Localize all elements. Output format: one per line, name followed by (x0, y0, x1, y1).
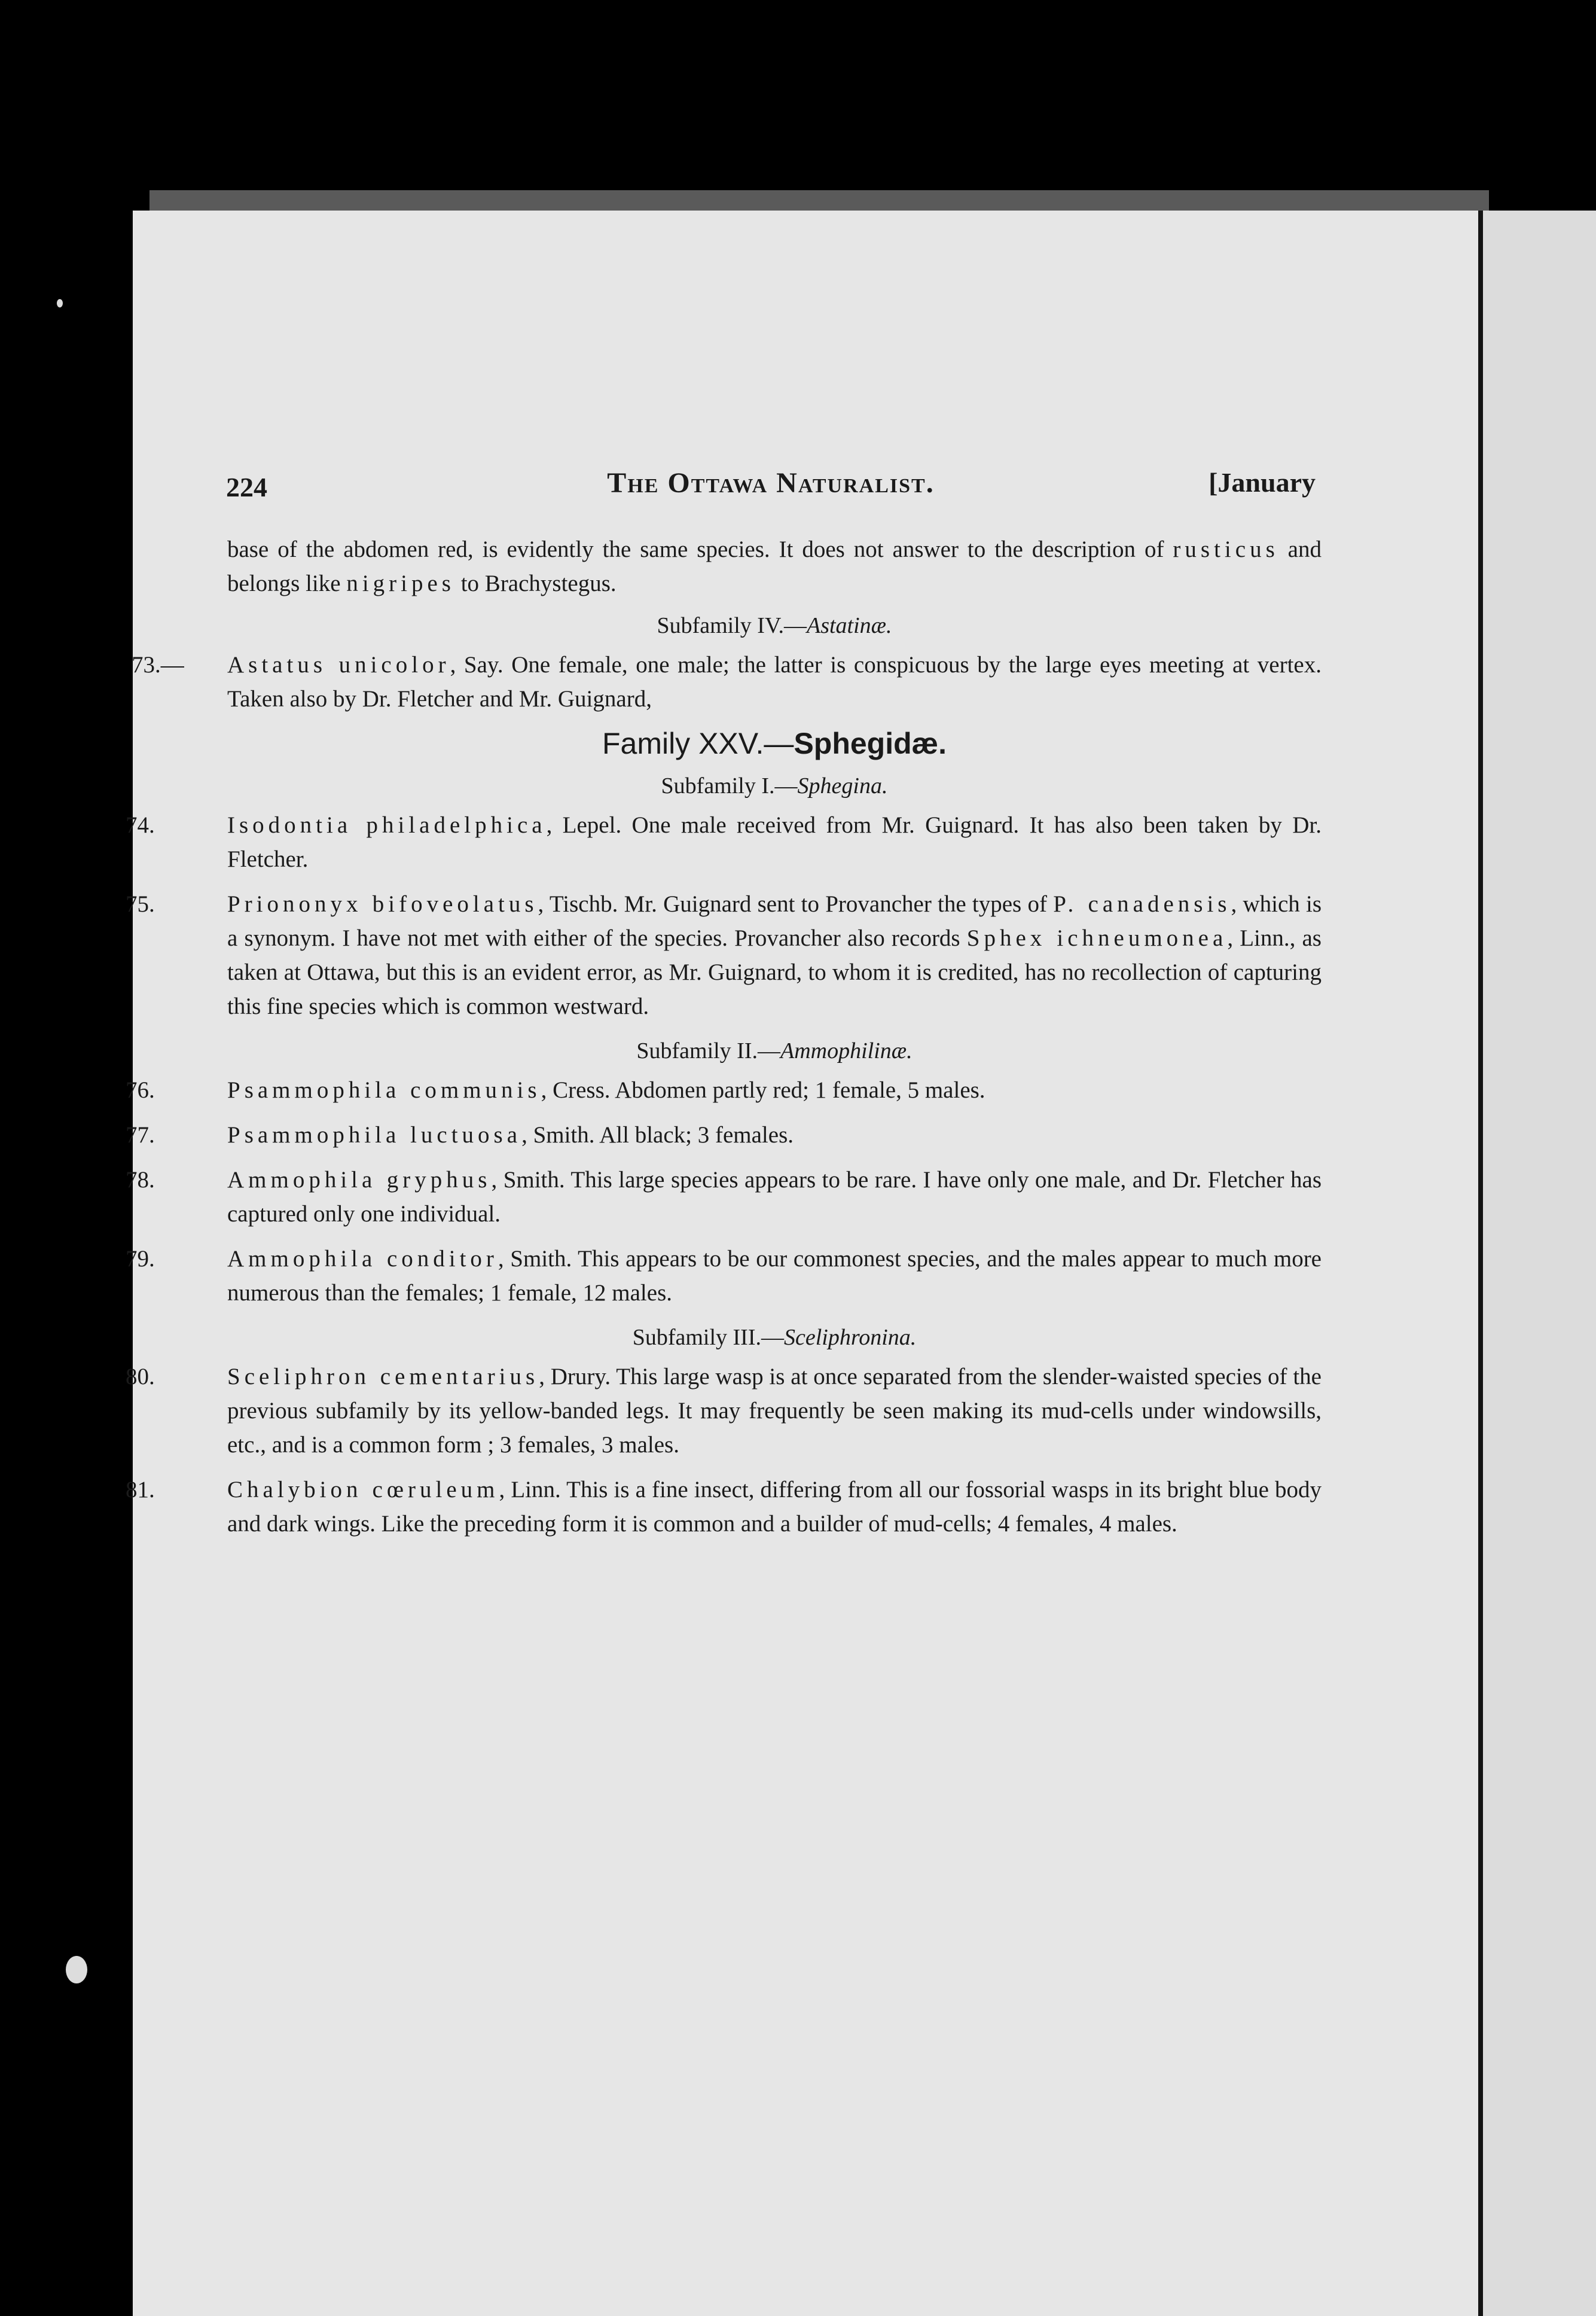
entry-number: 76. (126, 1077, 155, 1103)
species-name: Psammophila luctuosa (227, 1122, 522, 1148)
entry-number: 75. (126, 891, 155, 917)
species-name: Sphex ichneumonea (966, 925, 1228, 951)
species-entry: 75. Priononyx bifoveolatus, Tischb. Mr. Guignard sent to Provancher the types of P. canadensis, which is a synonym. I have not met with either of the species. Provancher also records Sphex ichneumonea, Linn., as taken at Ottawa, but this is an evident error, as Mr. Guignard, to whom it is credited, has no recollection of capturing this fine species which is common westward. (126, 887, 1322, 1023)
species-entry: 76. Psammophila communis, Cress. Abdomen partly red; 1 female, 5 males. (126, 1073, 1322, 1107)
species-name: Astatus unicolor (227, 652, 450, 678)
entry-number: 80. (126, 1364, 155, 1389)
species-name: Priononyx bifoveolatus (227, 891, 538, 917)
species-entry: 73.— Astatus unicolor, Say. One female, one male; the latter is conspicuous by the large eyes meeting at vertex. Taken also by Dr. Fletcher and Mr. Guignard, (132, 648, 1322, 716)
journal-title: The Ottawa Naturalist. (607, 467, 935, 499)
species-entry: 79. Ammophila conditor, Smith. This appears to be our commonest species, and the males appear to much more numerous than the females; 1 female, 12 males. (126, 1242, 1322, 1310)
running-head (226, 467, 1316, 508)
entry-number: 81. (126, 1477, 155, 1503)
scan-speck (57, 299, 63, 307)
species-name: nigripes (346, 571, 455, 596)
species-name: Sceliphron cementarius (227, 1364, 539, 1389)
subfamily-heading: Subfamily I.—Sphegina. (661, 773, 888, 799)
species-name: rusticus (1173, 537, 1279, 562)
species-entry: 80. Sceliphron cementarius, Drury. This large wasp is at once separated from the slender-waisted species of the previous subfamily by its yellow-banded legs. It may frequently be seen making its mud-cells under windowsills, etc., and is a common form ; 3 females, 3 males. (126, 1360, 1322, 1462)
continued-paragraph: base of the abdomen red, is evidently the same species. It does not answer to the description of rusticus and belongs like nigripes to Brachystegus. (227, 537, 1322, 596)
species-name: Psammophila communis (227, 1077, 541, 1103)
species-name: Ammophila conditor (227, 1246, 498, 1272)
issue-month: [January (1209, 467, 1316, 498)
subfamily-heading: Subfamily III.—Sceliphronina. (632, 1325, 917, 1350)
species-entry: 74. Isodontia philadelphica, Lepel. One male received from Mr. Guignard. It has also been taken by Dr. Fletcher. (126, 808, 1322, 876)
species-entry: 78. Ammophila gryphus, Smith. This large species appears to be rare. I have only one male, and Dr. Fletcher has captured only one individual. (126, 1163, 1322, 1231)
book-edge-shadow (149, 190, 1489, 211)
family-heading: Family XXV.—Sphegidæ. (602, 727, 947, 760)
species-name: Isodontia philadelphica (227, 812, 547, 838)
species-entry: 77. Psammophila luctuosa, Smith. All black; 3 females. (126, 1118, 1322, 1152)
entry-number: 79. (126, 1246, 155, 1272)
facing-page-edge (1478, 211, 1596, 2316)
scan-speck (66, 1956, 87, 1983)
species-name: Ammophila gryphus (227, 1167, 492, 1193)
entry-number: 74. (126, 812, 155, 838)
subfamily-heading: Subfamily IV.—Astatinæ. (657, 613, 892, 638)
species-name: Chalybion cœruleum (227, 1477, 499, 1503)
species-name: P. canadensis (1053, 891, 1231, 917)
page-number: 224 (226, 472, 267, 502)
entry-number: 78. (126, 1167, 155, 1193)
entry-number: 73.— (132, 652, 184, 678)
article-body (126, 532, 1322, 1552)
entry-number: 77. (126, 1122, 155, 1148)
species-entry: 81. Chalybion cœruleum, Linn. This is a fine insect, differing from all our fossorial wasps in its bright blue body and dark wings. Like the preceding form it is common and a builder of mud-cells; 4 females, 4 males. (126, 1473, 1322, 1541)
subfamily-heading: Subfamily II.—Ammophilinæ. (636, 1038, 913, 1063)
